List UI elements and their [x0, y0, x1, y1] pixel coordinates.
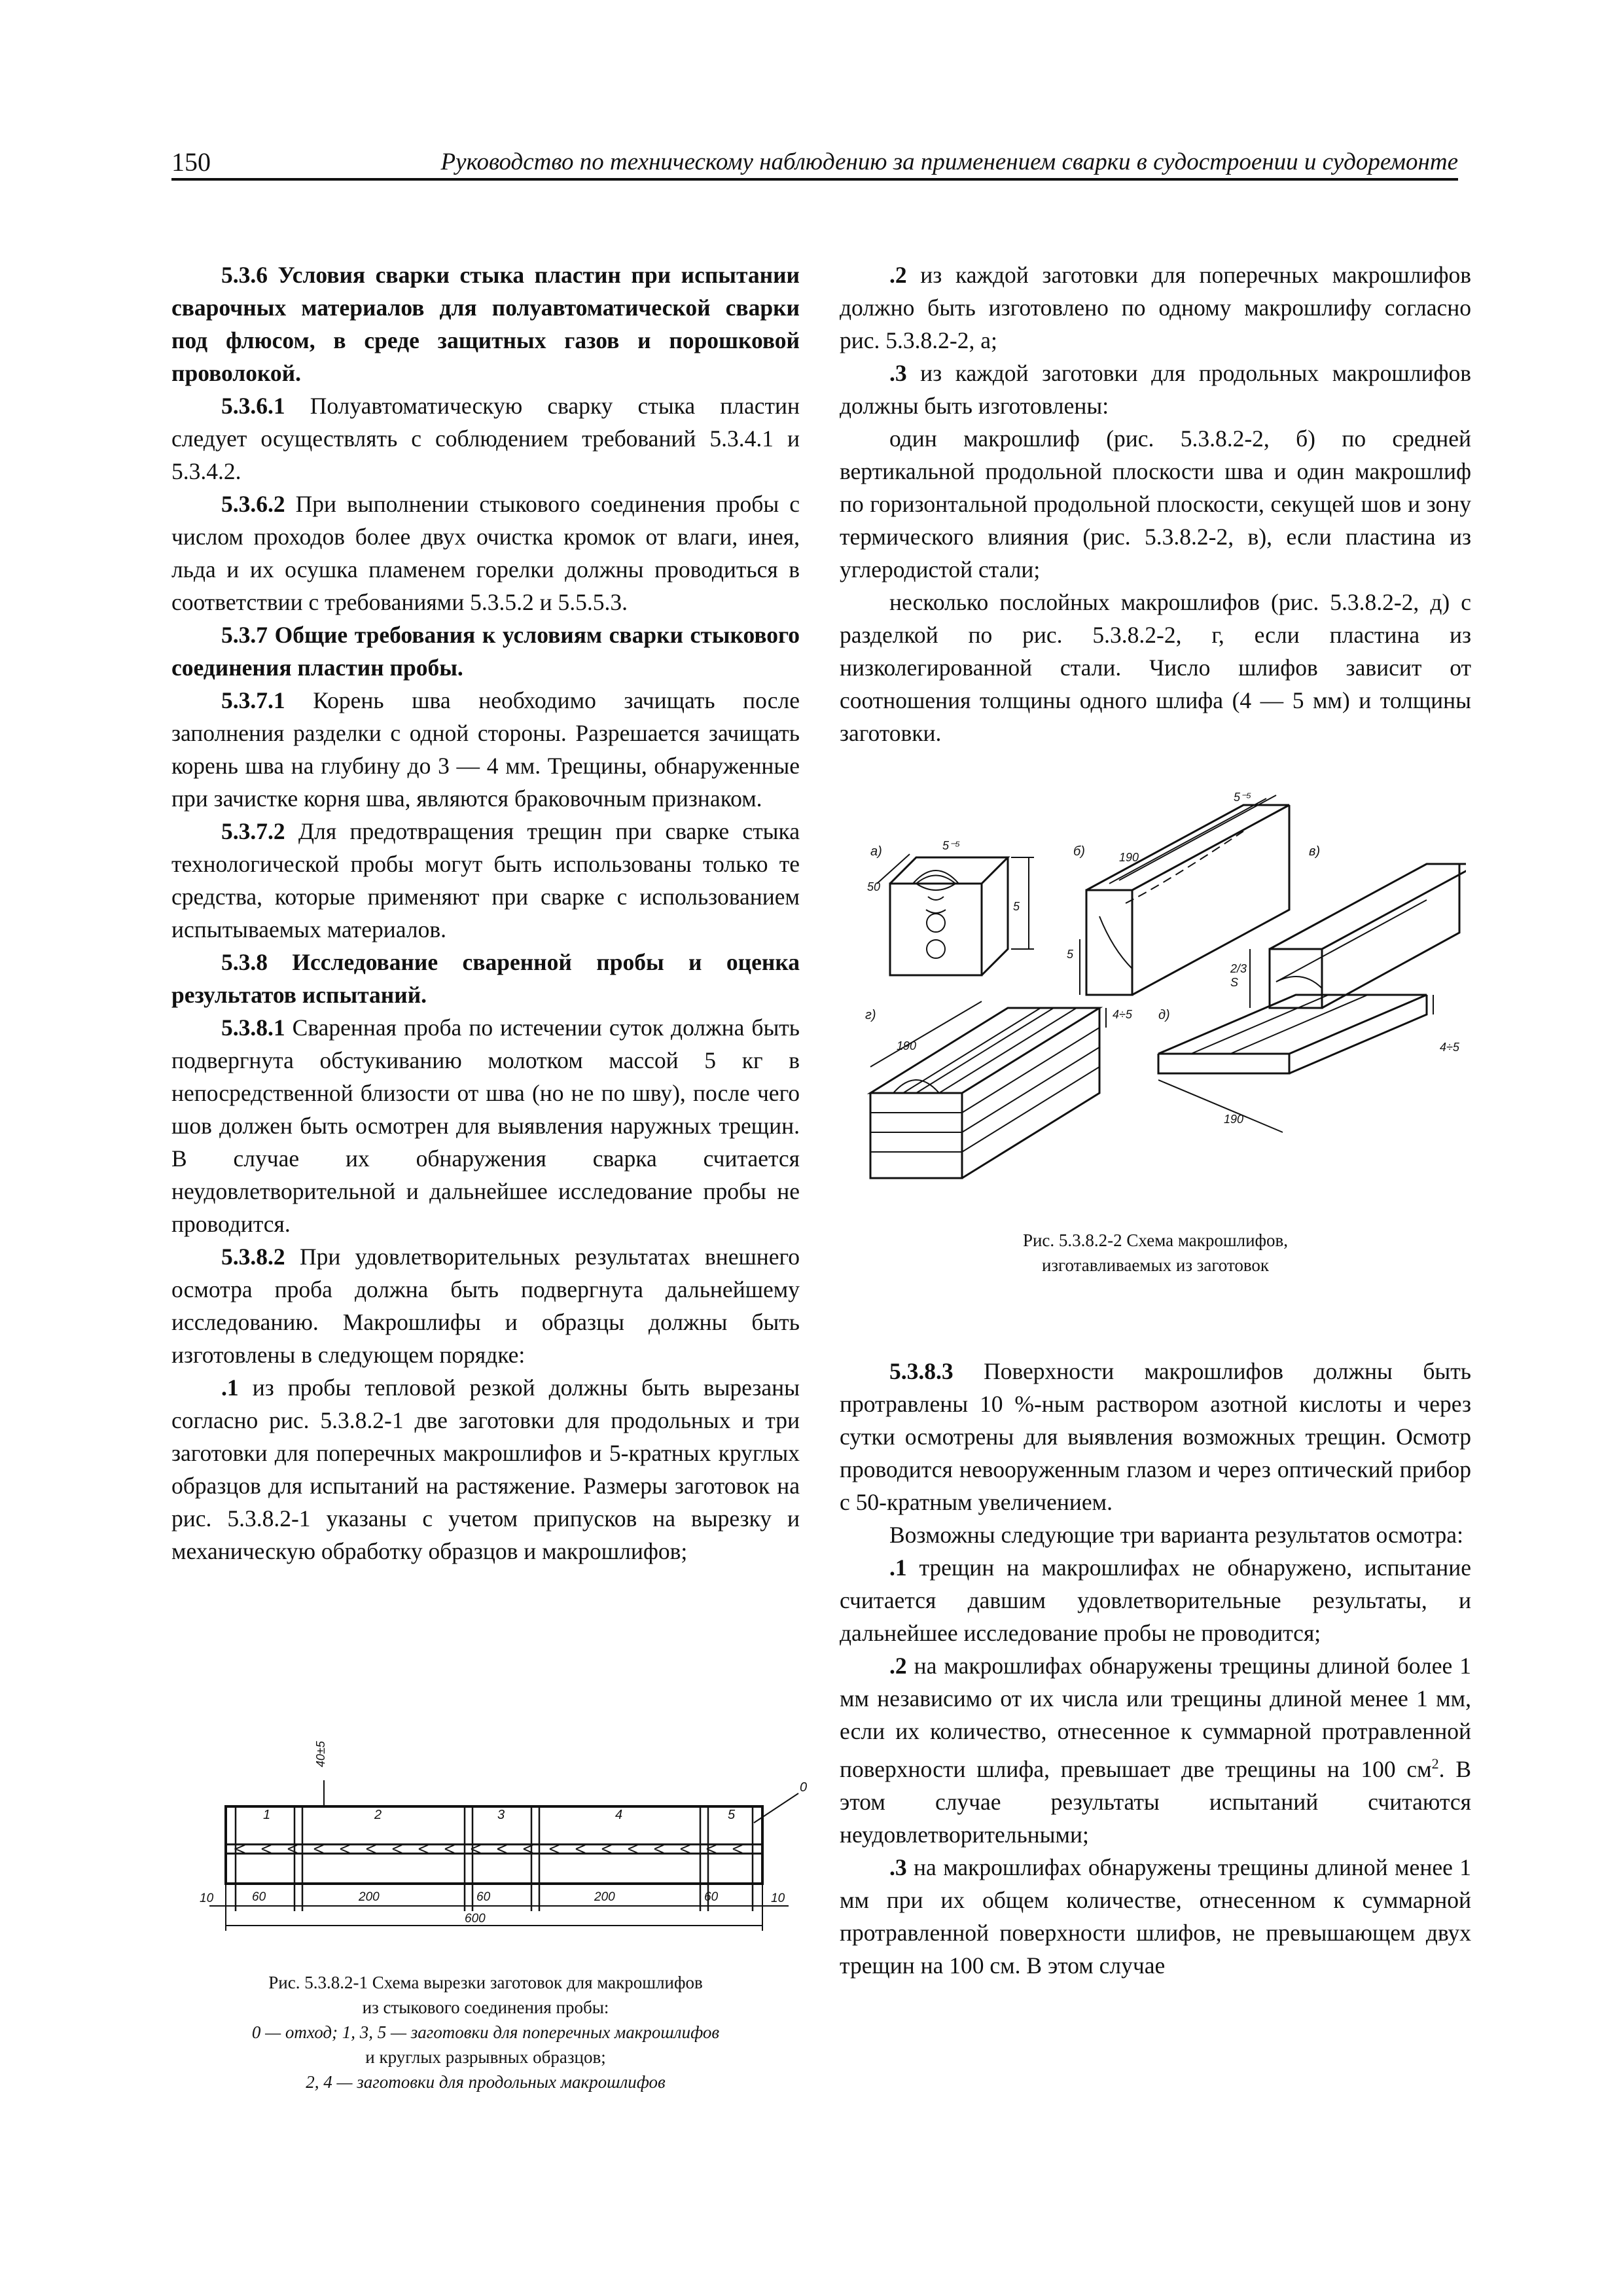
fig2-dim-5: 5⁻⁵: [1234, 791, 1252, 804]
fig2-caption-line-2: изготавливаемых из заготовок: [1041, 1255, 1270, 1275]
fig2-dim-11: 190: [1224, 1113, 1244, 1126]
fig1-dim-total: 600: [465, 1912, 486, 1926]
fig1-caption-line-4: и круглых разрывных образцов;: [365, 2047, 606, 2067]
paragraph-5-3-7-1: 5.3.7.1 Корень шва необходимо зачищать после заполнения разделки с одной стороны. Разрешается зачищать корень шва на глубину до 3 — 4 мм. Трещины, обнаруженные при зачистке корня шва, являются браковочным признаком.: [171, 687, 800, 812]
fig1-dim-height: 40±5: [314, 1741, 327, 1767]
fig2-dim-1: 5⁻⁵: [942, 839, 961, 852]
fig1-dim-200-a: 200: [359, 1890, 380, 1904]
fig1-caption-line-3: 0 — отход; 1, 3, 5 — заготовки для поперечных макрошлифов: [251, 2022, 720, 2042]
fig1-label-2: 2: [374, 1808, 382, 1822]
fig2-dim-4: 190: [1119, 851, 1139, 864]
list-item-3: .3 из каждой заготовки для продольных макрошлифов должны быть изготовлены:: [840, 360, 1471, 419]
result-item-3: .3 на макрошлифах обнаружены трещины длиной менее 1 мм при их общем количестве, отнесенном к суммарной протравленной поверхности шлифов, не превышающем двух трещин на 100 см. В этом случае: [840, 1854, 1471, 1979]
list-item-1: .1 из пробы тепловой резкой должны быть вырезаны согласно рис. 5.3.8.2-1 две заготовки для продольных и три заготовки для поперечных макрошлифов и 5-кратных круглых образцов для испытаний на растяжение. Размеры заготовок на рис. 5.3.8.2-1 указаны с учетом припусков на вырезку и механическую обработку образцов и макрошлифов;: [171, 1374, 800, 1564]
fig1-dim-10-left: 10: [200, 1892, 214, 1905]
paragraph-5-3-6-1: 5.3.6.1 Полуавтоматическую сварку стыка пластин следует осуществлять с соблюдением требований 5.3.4.1 и 5.3.4.2.: [171, 393, 800, 484]
list-item-3-subitem-b: несколько послойных макрошлифов (рис. 5.3.8.2-2, д) с разделкой по рис. 5.3.8.2-2, г, если пластина из низколегированной стали. Число шлифов зависит от соотношения толщины одного шлифа (4 — 5 мм) и толщины заготовки.: [840, 589, 1471, 746]
right-column-bottom: [840, 1355, 1471, 1982]
fig2-label-a: а): [870, 844, 882, 859]
section-5-3-7-heading: 5.3.7 Общие требования к условиям сварки стыкового соединения пластин пробы.: [171, 622, 800, 681]
section-5-3-6-heading: 5.3.6 Условия сварки стыка пластин при испытании сварочных материалов для полуавтоматической сварки под флюсом, в среде защитных газов и порошковой проволокой.: [171, 262, 800, 386]
result-item-1: .1 трещин на макрошлифах не обнаружено, испытание считается давшим удовлетворительные результаты, и дальнейшее исследование пробы не проводится;: [840, 1554, 1471, 1646]
paragraph-5-3-6-2: 5.3.6.2 При выполнении стыкового соединения пробы с числом проходов более двух очистка кромок от влаги, инея, льда и их осушка пламенем горелки должны проводиться в соответствии с требованиями 5.3.5.2 и 5.5.5.3.: [171, 491, 800, 615]
list-item-2: .2 из каждой заготовки для поперечных макрошлифов должно быть изготовлено по одному макрошлифу согласно рис. 5.3.8.2-2, а;: [840, 262, 1471, 353]
fig1-label-3: 3: [497, 1808, 505, 1822]
fig2-label-d: д): [1158, 1008, 1170, 1022]
fig2-label-g: г): [865, 1008, 876, 1022]
fig2-caption-line-1: Рис. 5.3.8.2-2 Схема макрошлифов,: [1022, 1230, 1289, 1250]
right-column-top: [840, 259, 1471, 749]
section-5-3-8-heading: 5.3.8 Исследование сваренной пробы и оценка результатов испытаний.: [171, 949, 800, 1008]
paragraph-5-3-7-2: 5.3.7.2 Для предотвращения трещин при сварке стыка технологической пробы могут быть использованы только те средства, которые применяют при сварке с использованием испытываемых материалов.: [171, 818, 800, 942]
running-title: Руководство по техническому наблюдению за применением сварки в судостроении и судоремонте: [440, 149, 1458, 175]
figure-5-3-8-2-1-caption: [171, 1970, 800, 2094]
fig1-dim-200-b: 200: [594, 1890, 615, 1904]
fig1-dim-60-c: 60: [704, 1890, 719, 1904]
paragraph-5-3-8-1: 5.3.8.1 Сваренная проба по истечении суток должна быть подвергнута обстукиванию молотком массой 5 кг в непосредственной близости от шва (но не по шву), после чего шов должен быть осмотрен для выявления наружных трещин. В случае их обнаружения сварка считается неудовлетворительной и дальнейшее исследование пробы не проводится.: [171, 1014, 800, 1237]
figure-5-3-8-2-2: [851, 792, 1466, 1211]
running-header: [171, 143, 1458, 181]
fig2-label-v: в): [1309, 844, 1321, 859]
fig1-marker-0: 0: [800, 1780, 808, 1795]
fig1-dim-60-a: 60: [252, 1890, 266, 1904]
fig1-dim-10-right: 10: [771, 1892, 785, 1905]
fig2-dim-9: 4÷5: [1113, 1008, 1132, 1021]
fig1-caption-line-2: из стыкового соединения пробы:: [362, 1998, 609, 2017]
figure-5-3-8-2-1: [190, 1754, 812, 1964]
fig2-dim-7: 2/3 S: [1230, 962, 1247, 989]
page-number: 150: [171, 147, 211, 177]
left-column: [171, 259, 800, 1568]
result-item-2: .2 на макрошлифах обнаружены трещины длиной более 1 мм независимо от их числа или трещины длиной менее 1 мм, если их количество, отнесенное к суммарной протравленной поверхности шлифа, превышает две трещины на 100 $см^2$. В этом случае результаты испытаний считаются неудовлетворительными;: [840, 1653, 1472, 1848]
list-item-3-subitem-a: один макрошлиф (рис. 5.3.8.2-2, б) по средней вертикальной продольной плоскости шва и один макрошлиф по горизонтальной продольной плоскости, секущей шов и зону термического влияния (рис. 5.3.8.2-2, в), если пластина из углеродистой стали;: [840, 425, 1471, 583]
paragraph-5-3-8-3: 5.3.8.3 Поверхности макрошлифов должны быть протравлены 10 %-ным раствором азотной кислоты и через сутки осмотрены для выявления возможных трещин. Осмотр проводится невооруженным глазом и через оптический прибор с 50-кратным увеличением.: [840, 1358, 1471, 1515]
fig1-label-1: 1: [263, 1808, 271, 1822]
fig1-dim-60-b: 60: [476, 1890, 491, 1904]
fig1-label-4: 4: [615, 1808, 623, 1822]
fig2-dim-6: 5: [1067, 948, 1074, 961]
fig2-dim-3: 5: [1013, 900, 1020, 913]
fig2-dim-2: 50: [867, 880, 881, 893]
paragraph-5-3-8-2: 5.3.8.2 При удовлетворительных результатах внешнего осмотра проба должна быть подвергнута дальнейшему исследованию. Макрошлифы и образцы должны быть изготовлены в следующем порядке:: [171, 1244, 800, 1368]
fig1-label-5: 5: [728, 1808, 736, 1822]
fig2-label-b: б): [1073, 844, 1085, 859]
fig1-caption-line-1: Рис. 5.3.8.2-1 Схема вырезки заготовок для макрошлифов: [268, 1973, 703, 1992]
fig2-dim-10: 4÷5: [1440, 1041, 1459, 1054]
paragraph-variants: Возможны следующие три варианта результатов осмотра:: [889, 1522, 1463, 1548]
fig1-caption-line-5: 2, 4 — заготовки для продольных макрошлифов: [306, 2072, 666, 2092]
figure-5-3-8-2-2-caption: [840, 1228, 1471, 1278]
fig2-dim-8: 190: [897, 1039, 917, 1052]
